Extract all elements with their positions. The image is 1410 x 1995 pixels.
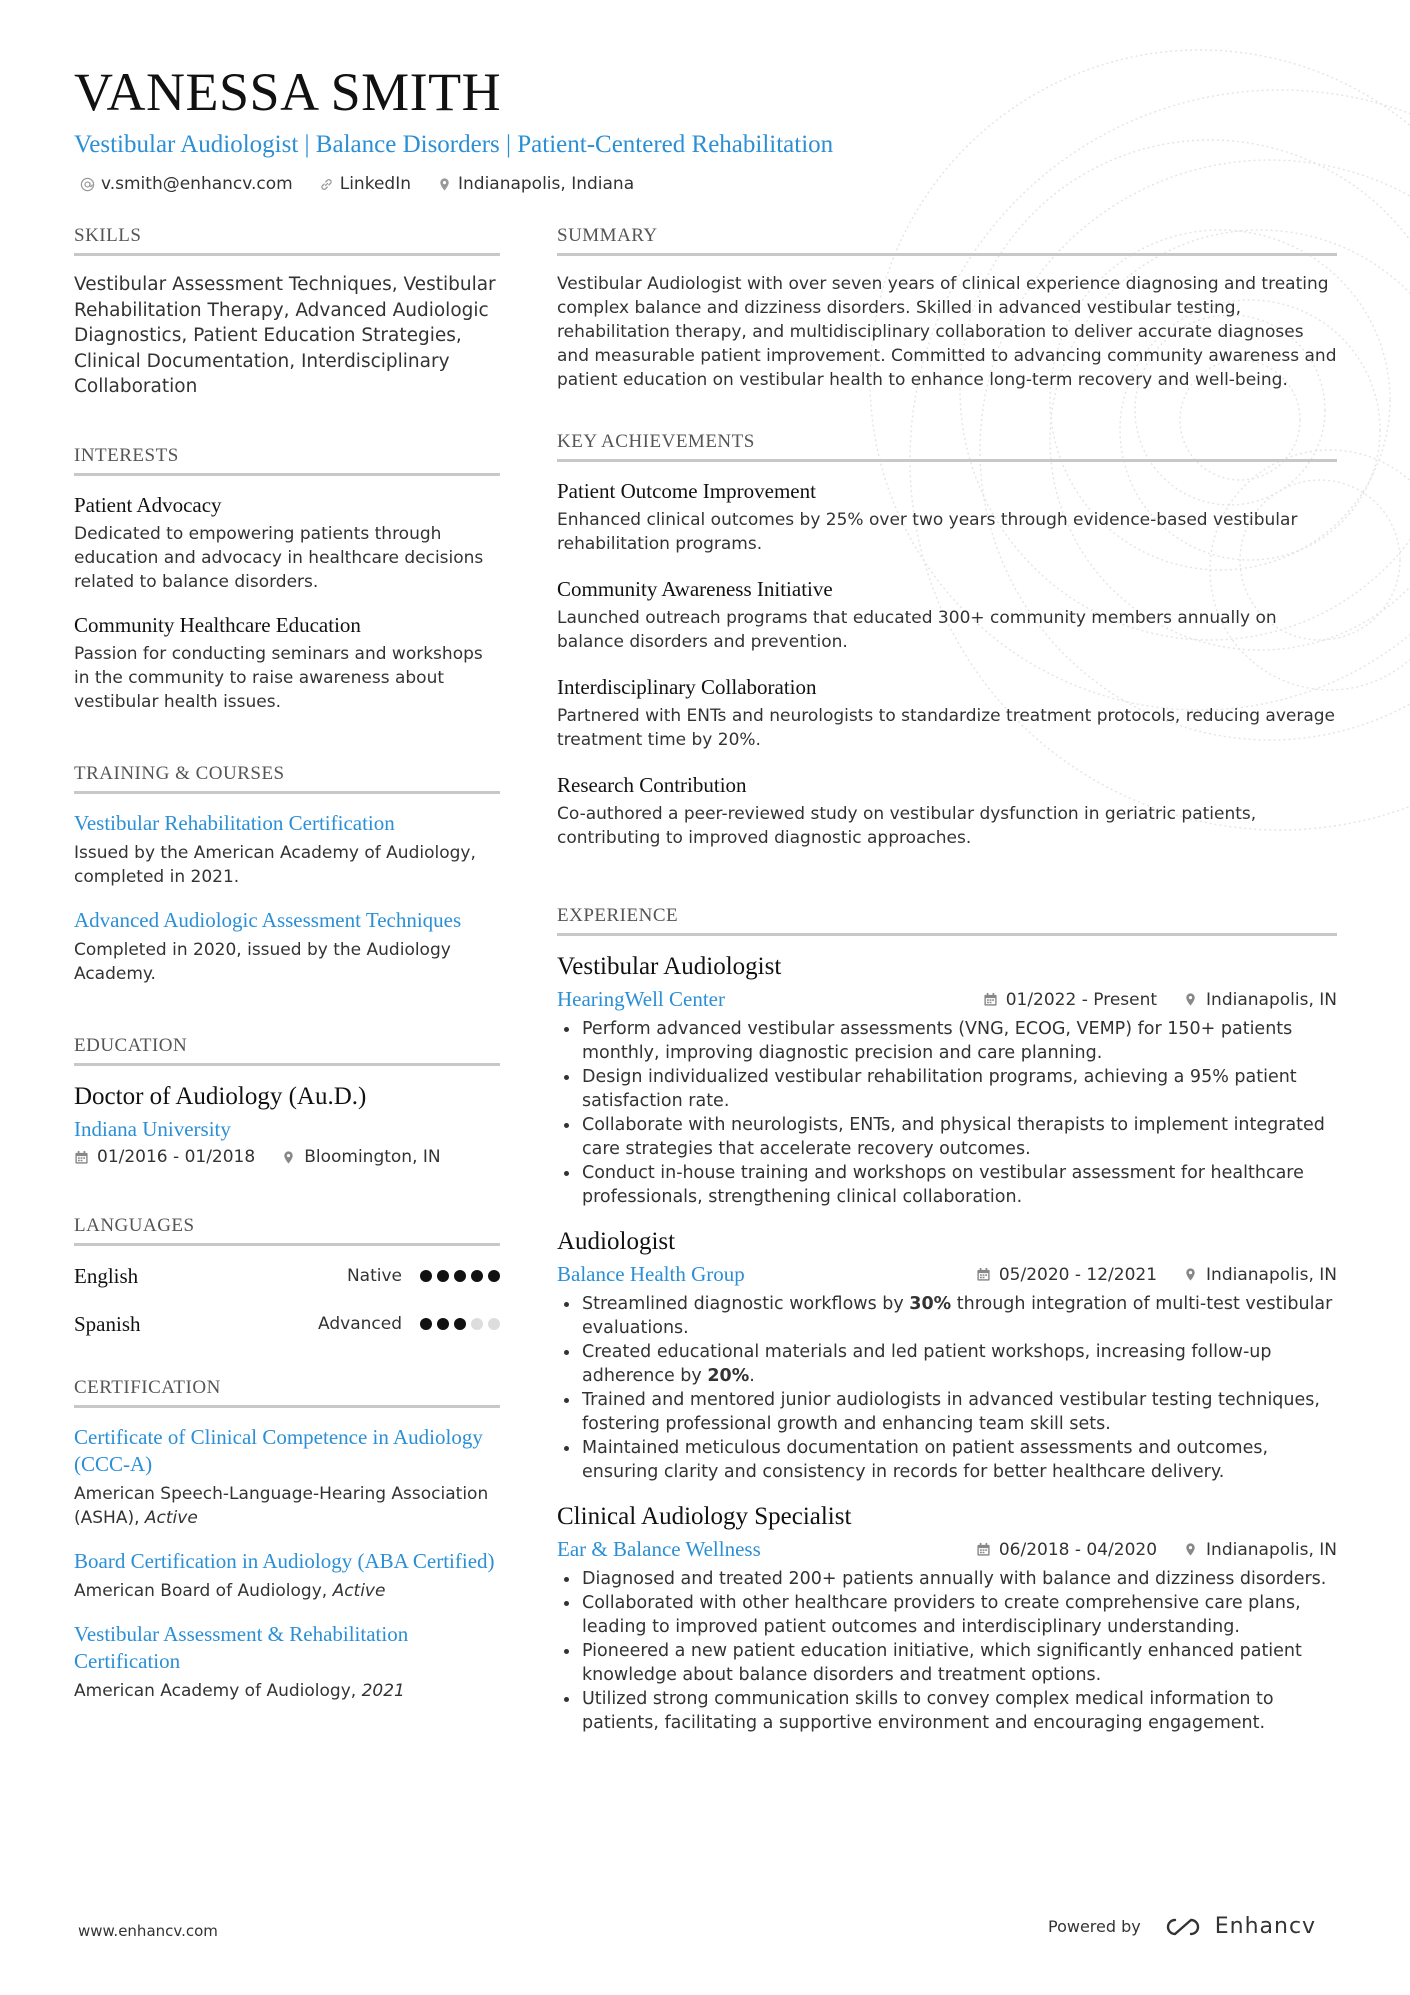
- achievement-item: [557, 478, 1337, 556]
- job-bullets: [557, 1292, 1337, 1484]
- bullet-text: Streamlined diagnostic workflows by: [582, 1294, 910, 1314]
- bullet-item: [557, 1340, 1337, 1388]
- footer-website[interactable]: www.enhancv.com: [78, 1922, 218, 1940]
- job-title: Clinical Audiology Specialist: [557, 1503, 852, 1530]
- dates-text: 01/2022 - Present: [1005, 989, 1158, 1010]
- achievement-item: [557, 772, 1337, 850]
- location-text: Indianapolis, Indiana: [457, 174, 635, 194]
- calendar-icon: [74, 1150, 89, 1165]
- achievement-title: Interdisciplinary Collaboration: [557, 675, 817, 699]
- summary-section: [557, 225, 1337, 431]
- bullet-bold: 20%: [707, 1366, 750, 1386]
- language-level: Advanced: [318, 1314, 402, 1334]
- certification-issuer: [74, 1579, 500, 1603]
- job-entry: [557, 952, 1337, 1209]
- certification-issuer: [74, 1679, 500, 1703]
- section-title: SKILLS: [74, 225, 500, 256]
- brand-logo[interactable]: [1161, 1914, 1316, 1939]
- achievement-title: Patient Outcome Improvement: [557, 479, 816, 503]
- achievements-section: [557, 431, 1337, 905]
- training-item: [74, 810, 500, 889]
- certification-item: [74, 1621, 500, 1703]
- summary-text: Vestibular Audiologist with over seven years of clinical experience diagnosing and treating complex balance and dizziness disorders. Skilled in advanced vestibular testing, rehabilitation therapy, and multidisciplinary collaboration to deliver accurate diagnoses and measurable patient improvement. Committed to advancing community awareness and patient education on vestibular health to enhance long-term recovery and well-being.: [557, 274, 1337, 390]
- certification-title[interactable]: Certificate of Clinical Competence in Audiology (CCC-A): [74, 1425, 483, 1476]
- language-row: [74, 1300, 500, 1348]
- dates-text: 01/2016 - 01/2018: [97, 1147, 256, 1167]
- section-title: EXPERIENCE: [557, 905, 1337, 936]
- job-bullets: [557, 1567, 1337, 1735]
- link-icon: [319, 177, 334, 192]
- rating-dot-filled: [454, 1270, 466, 1282]
- dates-text: 05/2020 - 12/2021: [998, 1264, 1158, 1285]
- bullet-bold: 30%: [909, 1294, 952, 1314]
- at-icon: [80, 177, 95, 192]
- job-entry: [557, 1502, 1337, 1735]
- rating-dot-filled: [471, 1270, 483, 1282]
- bullet-item: [557, 1292, 1337, 1340]
- location-text: Bloomington, IN: [304, 1147, 441, 1167]
- job-meta: [557, 1536, 1337, 1563]
- job-bullets: [557, 1017, 1337, 1209]
- section-title: LANGUAGES: [74, 1215, 500, 1246]
- rating-dots: [420, 1270, 500, 1282]
- achievement-title: Research Contribution: [557, 773, 747, 797]
- training-title[interactable]: Vestibular Rehabilitation Certification: [74, 811, 395, 835]
- skills-section: [74, 225, 500, 445]
- section-title: EDUCATION: [74, 1035, 500, 1066]
- language-row: [74, 1252, 500, 1300]
- interests-section: [74, 445, 500, 763]
- language-level: Native: [346, 1266, 402, 1286]
- rating-dot-filled: [454, 1318, 466, 1330]
- resume-header: [74, 64, 1334, 194]
- bullet-item: Design individualized vestibular rehabilitation programs, achieving a 95% patient satisfaction rate.: [557, 1065, 1337, 1113]
- bullet-text: Created educational materials and led patient workshops, increasing follow-up adherence by: [582, 1342, 1272, 1386]
- language-level-group: [318, 1314, 500, 1334]
- job-meta-right: [976, 1265, 1337, 1285]
- job-location: [1183, 990, 1337, 1010]
- footer-branding: [1048, 1914, 1316, 1939]
- rating-dot-filled: [437, 1270, 449, 1282]
- interest-item: [74, 612, 500, 714]
- skills-text: Vestibular Assessment Techniques, Vestibular Rehabilitation Therapy, Advanced Audiologic Diagnostics, Patient Education Strategies, Clinical Documentation, Interdisciplinary Collaboration: [74, 274, 496, 397]
- location-pin-icon: [437, 177, 452, 192]
- certification-item: [74, 1548, 500, 1603]
- certification-title[interactable]: Board Certification in Audiology (ABA Certified): [74, 1549, 495, 1573]
- issuer-text: American Speech-Language-Hearing Association (ASHA),: [74, 1484, 489, 1528]
- location-pin-icon: [1183, 992, 1198, 1007]
- bullet-item: Collaborate with neurologists, ENTs, and physical therapists to implement integrated care strategies that accelerate recovery outcomes.: [557, 1113, 1337, 1161]
- achievement-desc: Enhanced clinical outcomes by 25% over two years through evidence-based vestibular rehabilitation programs.: [557, 510, 1298, 554]
- education-location: [281, 1147, 440, 1167]
- dates-text: 06/2018 - 04/2020: [998, 1539, 1158, 1560]
- bullet-text: through integration of multi-test vestibular evaluations.: [582, 1294, 1333, 1338]
- interest-desc: Dedicated to empowering patients through education and advocacy in healthcare decisions related to balance disorders.: [74, 524, 484, 592]
- contact-location: [437, 174, 634, 194]
- bullet-item: Perform advanced vestibular assessments (VNG, ECOG, VEMP) for 150+ patients monthly, improving diagnostic precision and care planning.: [557, 1017, 1337, 1065]
- language-name: English: [74, 1263, 139, 1288]
- bullet-item: Diagnosed and treated 200+ patients annually with balance and dizziness disorders.: [557, 1567, 1337, 1591]
- training-desc: Completed in 2020, issued by the Audiology Academy.: [74, 940, 451, 984]
- enhancv-logo-icon: [1161, 1915, 1207, 1939]
- right-column: [557, 225, 1337, 1735]
- company-name[interactable]: HearingWell Center: [557, 987, 725, 1011]
- headline: Vestibular Audiologist | Balance Disorders | Patient-Centered Rehabilitation: [74, 131, 834, 158]
- language-name: Spanish: [74, 1311, 141, 1336]
- job-meta: [557, 986, 1337, 1013]
- achievement-desc: Partnered with ENTs and neurologists to standardize treatment protocols, reducing average treatment time by 20%.: [557, 706, 1336, 750]
- interest-title: Patient Advocacy: [74, 493, 222, 517]
- job-entry: [557, 1227, 1337, 1484]
- certification-issuer: [74, 1482, 500, 1530]
- rating-dots: [420, 1318, 500, 1330]
- contact-linkedin[interactable]: [319, 174, 411, 194]
- job-dates: [976, 1265, 1157, 1285]
- rating-dot-filled: [488, 1270, 500, 1282]
- location-pin-icon: [1183, 1542, 1198, 1557]
- bullet-item: Pioneered a new patient education initiative, which significantly enhanced patient knowledge about balance disorders and treatment options.: [557, 1639, 1337, 1687]
- languages-section: [74, 1215, 500, 1377]
- bullet-item: Trained and mentored junior audiologists in advanced vestibular testing techniques, fostering professional growth and enhancing team skill sets.: [557, 1388, 1337, 1436]
- rating-dot-filled: [420, 1318, 432, 1330]
- rating-dot-empty: [471, 1318, 483, 1330]
- education-meta: [74, 1147, 500, 1167]
- achievement-item: [557, 576, 1337, 654]
- job-dates: [983, 990, 1157, 1010]
- job-meta-right: [983, 990, 1337, 1010]
- issuer-text: American Board of Audiology,: [74, 1581, 333, 1601]
- powered-by-text: Powered by: [1048, 1917, 1141, 1936]
- location-text: Indianapolis, IN: [1206, 1264, 1337, 1285]
- rating-dot-filled: [437, 1318, 449, 1330]
- location-text: Indianapolis, IN: [1206, 1539, 1337, 1560]
- job-title: Vestibular Audiologist: [557, 953, 782, 980]
- achievement-desc: Co-authored a peer-reviewed study on vestibular dysfunction in geriatric patients, contributing to improved diagnostic approaches.: [557, 804, 1257, 848]
- bullet-item: Utilized strong communication skills to convey complex medical information to patients, facilitating a supportive environment and encouraging engagement.: [557, 1687, 1337, 1735]
- calendar-icon: [976, 1542, 991, 1557]
- section-title: CERTIFICATION: [74, 1377, 500, 1408]
- school-name[interactable]: Indiana University: [74, 1117, 231, 1141]
- contact-email[interactable]: [80, 174, 293, 194]
- training-item: [74, 907, 500, 986]
- bullet-item: Maintained meticulous documentation on patient assessments and outcomes, ensuring clarity and consistency in records for better healthcare delivery.: [557, 1436, 1337, 1484]
- certification-title[interactable]: Vestibular Assessment & Rehabilitation Certification: [74, 1622, 409, 1673]
- certification-section: [74, 1377, 500, 1703]
- education-dates: [74, 1147, 255, 1167]
- job-meta: [557, 1261, 1337, 1288]
- location-text: Indianapolis, IN: [1206, 989, 1337, 1010]
- job-title: Audiologist: [557, 1228, 676, 1255]
- contact-row: [74, 174, 1334, 194]
- status-text: Active: [144, 1508, 198, 1528]
- job-location: [1183, 1540, 1337, 1560]
- training-desc: Issued by the American Academy of Audiology, completed in 2021.: [74, 843, 476, 887]
- job-meta-right: [976, 1540, 1337, 1560]
- email-text: v.smith@enhancv.com: [101, 174, 293, 194]
- job-dates: [976, 1540, 1157, 1560]
- candidate-name: VANESSA SMITH: [74, 62, 502, 122]
- company-name[interactable]: Ear & Balance Wellness: [557, 1537, 761, 1561]
- certification-item: [74, 1424, 500, 1530]
- rating-dot-empty: [488, 1318, 500, 1330]
- calendar-icon: [983, 992, 998, 1007]
- bullet-item: Collaborated with other healthcare providers to create comprehensive care plans, leading to improved patient outcomes and interdisciplinary understanding.: [557, 1591, 1337, 1639]
- education-section: [74, 1035, 500, 1215]
- bullet-item: Conduct in-house training and workshops on vestibular assessment for healthcare professionals, strengthening clinical collaboration.: [557, 1161, 1337, 1209]
- bullet-text: .: [749, 1366, 755, 1386]
- left-column: [74, 225, 500, 1703]
- rating-dot-filled: [420, 1270, 432, 1282]
- training-section: [74, 763, 500, 1035]
- achievement-desc: Launched outreach programs that educated 300+ community members annually on balance disorders and prevention.: [557, 608, 1277, 652]
- status-text: Active: [332, 1581, 386, 1601]
- achievement-item: [557, 674, 1337, 752]
- section-title: TRAINING & COURSES: [74, 763, 500, 794]
- issuer-text: American Academy of Audiology,: [74, 1681, 362, 1701]
- company-name[interactable]: Balance Health Group: [557, 1262, 745, 1286]
- training-title[interactable]: Advanced Audiologic Assessment Techniques: [74, 908, 462, 932]
- location-pin-icon: [1183, 1267, 1198, 1282]
- achievement-title: Community Awareness Initiative: [557, 577, 833, 601]
- degree-title: Doctor of Audiology (Au.D.): [74, 1083, 367, 1110]
- status-text: 2021: [361, 1681, 405, 1701]
- job-location: [1183, 1265, 1337, 1285]
- linkedin-text: LinkedIn: [339, 174, 411, 194]
- interest-desc: Passion for conducting seminars and workshops in the community to raise awareness about vestibular health issues.: [74, 644, 483, 712]
- interest-item: [74, 492, 500, 594]
- calendar-icon: [976, 1267, 991, 1282]
- experience-section: [557, 905, 1337, 1735]
- section-title: SUMMARY: [557, 225, 1337, 256]
- location-pin-icon: [281, 1150, 296, 1165]
- section-title: KEY ACHIEVEMENTS: [557, 431, 1337, 462]
- language-level-group: [347, 1266, 500, 1286]
- interest-title: Community Healthcare Education: [74, 613, 361, 637]
- brand-name: Enhancv: [1214, 1914, 1317, 1939]
- section-title: INTERESTS: [74, 445, 500, 476]
